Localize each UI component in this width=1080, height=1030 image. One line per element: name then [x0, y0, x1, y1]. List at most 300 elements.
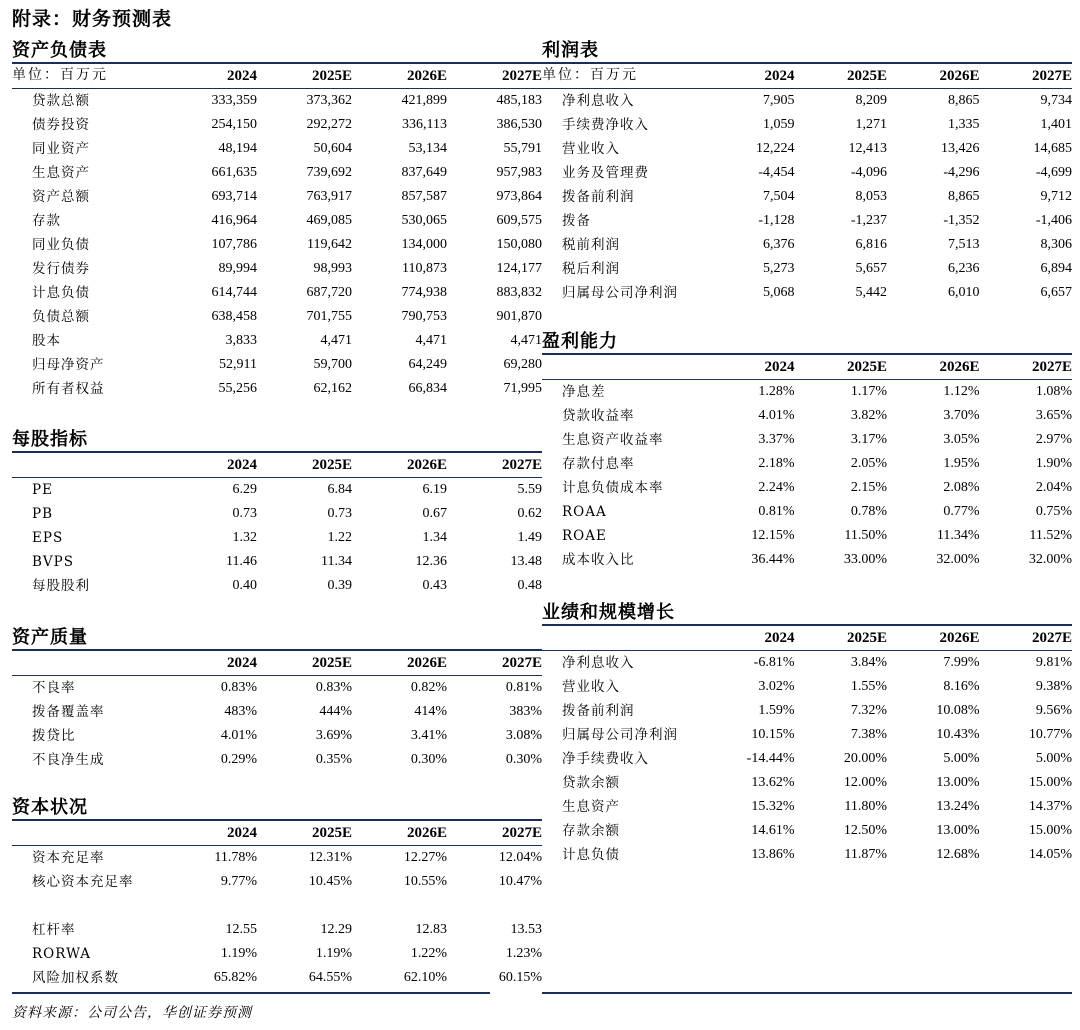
value-cell: 1.55%: [850, 679, 887, 694]
value-cell: 5,442: [855, 285, 887, 300]
table-row: [542, 476, 1072, 500]
value-cell: 66,834: [408, 381, 447, 396]
row-label: 归属母公司净利润: [562, 285, 678, 301]
value-cell: 1.90%: [1035, 456, 1072, 471]
table-row: [542, 819, 1072, 843]
value-cell: 6,657: [1040, 285, 1072, 300]
value-cell: 1.28%: [758, 384, 795, 399]
year-header: 2024: [227, 68, 257, 84]
value-cell: 12.31%: [308, 850, 352, 865]
value-cell: 6.29: [232, 482, 257, 497]
year-header: 2027E: [501, 457, 542, 473]
value-cell: 9,712: [1040, 189, 1072, 204]
value-cell: 0.30%: [410, 752, 447, 767]
value-cell: 59,700: [313, 357, 352, 372]
row-label: ROAE: [562, 528, 607, 544]
row-label: 贷款总额: [32, 93, 90, 109]
header-row: [12, 453, 542, 478]
section-title: 每股指标: [12, 429, 542, 453]
value-cell: 5.00%: [1035, 751, 1072, 766]
value-cell: 1.34: [422, 530, 447, 545]
table-row: [542, 675, 1072, 699]
value-cell: 2.18%: [758, 456, 795, 471]
table-row: [12, 550, 542, 574]
value-cell: 4,471: [510, 333, 542, 348]
row-label: ROAA: [562, 504, 607, 520]
table-row: [12, 161, 542, 185]
row-label: 股本: [32, 333, 61, 349]
value-cell: 7,513: [948, 237, 980, 252]
value-cell: -1,406: [1035, 213, 1072, 228]
value-cell: 5.59: [517, 482, 542, 497]
growth-section: [542, 602, 1072, 867]
value-cell: 0.81%: [505, 680, 542, 695]
value-cell: 1.08%: [1035, 384, 1072, 399]
table-row: [12, 478, 542, 503]
table-row: [542, 281, 1072, 305]
value-cell: 3.69%: [315, 728, 352, 743]
table-row: [542, 404, 1072, 428]
table-row: [12, 209, 542, 233]
table-row: [542, 89, 1072, 114]
value-cell: 6,894: [1040, 261, 1072, 276]
row-label: 生息资产: [32, 165, 90, 181]
value-cell: 124,177: [496, 261, 542, 276]
table-row: [542, 209, 1072, 233]
value-cell: 0.75%: [1035, 504, 1072, 519]
value-cell: 6.19: [422, 482, 447, 497]
value-cell: 693,714: [211, 189, 257, 204]
year-header: 2024: [227, 655, 257, 671]
value-cell: 0.62: [517, 506, 542, 521]
table-row: [542, 747, 1072, 771]
year-header: 2027E: [501, 68, 542, 84]
year-header: 2024: [227, 457, 257, 473]
row-label: 负债总额: [32, 309, 90, 325]
table-row: [12, 676, 542, 701]
year-header: 2027E: [1031, 630, 1072, 646]
row-label: PE: [32, 482, 53, 498]
profitability-section: [542, 331, 1072, 572]
value-cell: 48,194: [218, 141, 257, 156]
value-cell: 444%: [319, 704, 352, 719]
value-cell: 530,065: [401, 213, 447, 228]
table-row: [12, 89, 542, 114]
header-row: [542, 355, 1072, 380]
year-header: 2027E: [1031, 359, 1072, 375]
year-header: 2024: [227, 825, 257, 841]
right-bottom-rule: [542, 992, 1072, 994]
value-cell: 9.38%: [1035, 679, 1072, 694]
value-cell: 0.48: [517, 578, 542, 593]
value-cell: 0.67: [422, 506, 447, 521]
value-cell: 901,870: [496, 309, 542, 324]
value-cell: 0.73: [232, 506, 257, 521]
value-cell: 60.15%: [498, 970, 542, 985]
value-cell: 857,587: [401, 189, 447, 204]
table-row: [12, 870, 542, 894]
value-cell: 3.84%: [850, 655, 887, 670]
value-cell: 7,504: [763, 189, 795, 204]
unit-label: [12, 651, 162, 676]
value-cell: 150,080: [496, 237, 542, 252]
value-cell: 12.04%: [498, 850, 542, 865]
income-section: [542, 40, 1072, 305]
value-cell: 8.16%: [943, 679, 980, 694]
table-row: [542, 500, 1072, 524]
header-row: [542, 626, 1072, 651]
value-cell: 1.32: [232, 530, 257, 545]
table-row: [542, 452, 1072, 476]
value-cell: 1.49: [517, 530, 542, 545]
year-header: 2026E: [939, 68, 980, 84]
value-cell: 12.27%: [403, 850, 447, 865]
table-row: [12, 724, 542, 748]
row-label: 手续费净收入: [562, 117, 649, 133]
header-row: [12, 821, 542, 846]
value-cell: 1.12%: [943, 384, 980, 399]
value-cell: 2.05%: [850, 456, 887, 471]
value-cell: 20.00%: [843, 751, 887, 766]
row-label: 净手续费收入: [562, 751, 649, 767]
value-cell: 2.15%: [850, 480, 887, 495]
header-row: [12, 651, 542, 676]
value-cell: 3.08%: [505, 728, 542, 743]
capital-table: [12, 821, 542, 990]
value-cell: 12,224: [756, 141, 795, 156]
value-cell: 973,864: [496, 189, 542, 204]
value-cell: 9,734: [1040, 93, 1072, 108]
value-cell: 609,575: [496, 213, 542, 228]
year-header: 2025E: [846, 359, 887, 375]
left-bottom-rule: [12, 992, 490, 994]
value-cell: -1,128: [758, 213, 795, 228]
value-cell: 957,983: [496, 165, 542, 180]
value-cell: 33.00%: [843, 552, 887, 567]
table-row: [542, 651, 1072, 676]
value-cell: 119,642: [307, 237, 352, 252]
row-label: 核心资本充足率: [32, 874, 134, 890]
value-cell: 7.38%: [850, 727, 887, 742]
value-cell: 254,150: [211, 117, 257, 132]
table-row: [12, 966, 542, 990]
value-cell: 1.59%: [758, 703, 795, 718]
value-cell: 383%: [509, 704, 542, 719]
value-cell: 469,085: [306, 213, 352, 228]
value-cell: -14.44%: [746, 751, 795, 766]
row-label: 成本收入比: [562, 552, 635, 568]
value-cell: 0.43: [422, 578, 447, 593]
row-label: 归属母公司净利润: [562, 727, 678, 743]
value-cell: 10.47%: [498, 874, 542, 889]
row-label: 净利息收入: [562, 655, 635, 671]
value-cell: -4,699: [1035, 165, 1072, 180]
value-cell: 0.78%: [850, 504, 887, 519]
value-cell: 107,786: [211, 237, 257, 252]
value-cell: 386,530: [496, 117, 542, 132]
table-row: [542, 699, 1072, 723]
value-cell: 3,833: [225, 333, 257, 348]
table-row: [12, 574, 542, 598]
asset-quality-table: [12, 651, 542, 772]
row-label: 税后利润: [562, 261, 620, 277]
balance-sheet-section: [12, 40, 542, 401]
value-cell: 3.41%: [410, 728, 447, 743]
value-cell: 14.05%: [1028, 847, 1072, 862]
row-label: 所有者权益: [32, 381, 105, 397]
value-cell: 5,657: [855, 261, 887, 276]
year-header: 2025E: [846, 630, 887, 646]
row-label: 资产总额: [32, 189, 90, 205]
value-cell: 414%: [414, 704, 447, 719]
unit-label: 单位：百万元: [12, 68, 108, 83]
value-cell: 10.55%: [403, 874, 447, 889]
section-title: 业绩和规模增长: [542, 602, 1072, 626]
year-header: 2024: [764, 359, 795, 375]
value-cell: 89,994: [218, 261, 257, 276]
section-title: 资本状况: [12, 797, 542, 821]
value-cell: 6,816: [855, 237, 887, 252]
section-title: 资产质量: [12, 627, 542, 651]
value-cell: 11.52%: [1029, 528, 1072, 543]
row-label: 存款: [32, 213, 61, 229]
table-row: [542, 771, 1072, 795]
table-row: [542, 428, 1072, 452]
value-cell: 53,134: [408, 141, 447, 156]
year-header: 2026E: [939, 630, 980, 646]
capital-section: [12, 797, 542, 990]
row-label: 归母净资产: [32, 357, 105, 373]
value-cell: 1.95%: [943, 456, 980, 471]
income-table: [542, 64, 1072, 305]
value-cell: 8,053: [855, 189, 887, 204]
value-cell: 1.22: [327, 530, 352, 545]
row-label: 生息资产收益率: [562, 432, 664, 448]
value-cell: 15.32%: [751, 799, 795, 814]
value-cell: 12.15%: [751, 528, 795, 543]
value-cell: 13.00%: [936, 775, 980, 790]
table-row: [542, 161, 1072, 185]
value-cell: 64.55%: [308, 970, 352, 985]
section-title: 利润表: [542, 40, 1072, 64]
value-cell: 8,865: [948, 93, 980, 108]
row-label: 营业收入: [562, 679, 620, 695]
value-cell: 12.36: [415, 554, 447, 569]
value-cell: 7.99%: [943, 655, 980, 670]
per-share-section: [12, 429, 542, 598]
table-row: [12, 377, 542, 401]
table-row: [12, 748, 542, 772]
row-label: 发行债券: [32, 261, 90, 277]
value-cell: 5,273: [763, 261, 795, 276]
value-cell: 0.83%: [315, 680, 352, 695]
value-cell: 13.48: [510, 554, 542, 569]
table-row: [542, 233, 1072, 257]
value-cell: 6,236: [948, 261, 980, 276]
profitability-table: [542, 355, 1072, 572]
table-row: [12, 526, 542, 550]
value-cell: 3.02%: [758, 679, 795, 694]
value-cell: 11.78%: [214, 850, 257, 865]
value-cell: 687,720: [306, 285, 352, 300]
value-cell: 62.10%: [403, 970, 447, 985]
row-label: 贷款余额: [562, 775, 620, 791]
value-cell: 1.17%: [850, 384, 887, 399]
table-row: [542, 380, 1072, 405]
value-cell: 1.23%: [505, 946, 542, 961]
row-label: 资本充足率: [32, 850, 105, 866]
row-label: BVPS: [32, 554, 75, 570]
value-cell: 1.19%: [220, 946, 257, 961]
row-label: 拨备覆盖率: [32, 704, 105, 720]
page-title: 附录：财务预测表: [12, 8, 173, 30]
row-label: 计息负债: [562, 847, 620, 863]
table-row: [12, 700, 542, 724]
unit-label: [12, 821, 162, 846]
value-cell: 32.00%: [1028, 552, 1072, 567]
row-label: 杠杆率: [32, 922, 76, 938]
section-title: 盈利能力: [542, 331, 1072, 355]
value-cell: 1.19%: [315, 946, 352, 961]
row-label: PB: [32, 506, 54, 522]
value-cell: 8,306: [1040, 237, 1072, 252]
value-cell: 13.00%: [936, 823, 980, 838]
row-label: 存款付息率: [562, 456, 635, 472]
value-cell: 71,995: [503, 381, 542, 396]
value-cell: 12.29: [320, 922, 352, 937]
table-row: [12, 257, 542, 281]
table-row: [542, 524, 1072, 548]
row-label: EPS: [32, 530, 64, 546]
value-cell: 13.24%: [936, 799, 980, 814]
table-row: [12, 846, 542, 871]
year-header: 2026E: [406, 457, 447, 473]
value-cell: 416,964: [211, 213, 257, 228]
value-cell: 3.37%: [758, 432, 795, 447]
growth-table: [542, 626, 1072, 867]
value-cell: -6.81%: [753, 655, 795, 670]
value-cell: 790,753: [401, 309, 447, 324]
value-cell: 0.83%: [220, 680, 257, 695]
table-row: [542, 548, 1072, 572]
row-label: 拨备前利润: [562, 189, 635, 205]
row-label: 债券投资: [32, 117, 90, 133]
row-label: 业务及管理费: [562, 165, 649, 181]
year-header: 2025E: [311, 457, 352, 473]
value-cell: 15.00%: [1028, 823, 1072, 838]
value-cell: 9.77%: [220, 874, 257, 889]
value-cell: 0.35%: [315, 752, 352, 767]
spacer-cell: [12, 894, 542, 918]
table-row: [542, 137, 1072, 161]
value-cell: -4,096: [850, 165, 887, 180]
value-cell: 2.04%: [1035, 480, 1072, 495]
header-row: [542, 64, 1072, 89]
source-note: 资料来源：公司公告，华创证券预测: [12, 1005, 252, 1021]
value-cell: 292,272: [306, 117, 352, 132]
row-label: 拨备: [562, 213, 591, 229]
value-cell: 32.00%: [936, 552, 980, 567]
value-cell: 333,359: [211, 93, 257, 108]
value-cell: 14.37%: [1028, 799, 1072, 814]
value-cell: 12.00%: [843, 775, 887, 790]
row-label: 同业负债: [32, 237, 90, 253]
value-cell: 10.45%: [308, 874, 352, 889]
value-cell: 69,280: [503, 357, 542, 372]
row-label: 计息负债成本率: [562, 480, 664, 496]
value-cell: 485,183: [496, 93, 542, 108]
asset-quality-section: [12, 627, 542, 772]
row-label: 拨备前利润: [562, 703, 635, 719]
row-label: 同业资产: [32, 141, 90, 157]
header-row: [12, 64, 542, 89]
value-cell: 13.86%: [751, 847, 795, 862]
value-cell: 134,000: [401, 237, 447, 252]
row-label: 净利息收入: [562, 93, 635, 109]
value-cell: 4.01%: [220, 728, 257, 743]
value-cell: 65.82%: [213, 970, 257, 985]
row-label: 净息差: [562, 384, 606, 400]
value-cell: 1.22%: [410, 946, 447, 961]
row-label: 风险加权系数: [32, 970, 119, 986]
value-cell: 12,413: [848, 141, 887, 156]
year-header: 2025E: [311, 68, 352, 84]
table-row: [542, 257, 1072, 281]
year-header: 2026E: [406, 655, 447, 671]
value-cell: 638,458: [211, 309, 257, 324]
value-cell: 3.65%: [1035, 408, 1072, 423]
value-cell: 11.50%: [844, 528, 887, 543]
value-cell: 11.34%: [936, 528, 980, 543]
row-label: 计息负债: [32, 285, 90, 301]
value-cell: 12.50%: [843, 823, 887, 838]
unit-label: [12, 453, 162, 478]
value-cell: -1,237: [850, 213, 887, 228]
value-cell: 52,911: [219, 357, 257, 372]
spacer-row: [12, 894, 542, 918]
value-cell: 10.15%: [751, 727, 795, 742]
value-cell: 8,865: [948, 189, 980, 204]
value-cell: 7.32%: [850, 703, 887, 718]
row-label: 税前利润: [562, 237, 620, 253]
value-cell: 11.34: [321, 554, 352, 569]
value-cell: 0.30%: [505, 752, 542, 767]
row-label: 存款余额: [562, 823, 620, 839]
year-header: 2026E: [406, 68, 447, 84]
value-cell: 4,471: [415, 333, 447, 348]
table-row: [542, 113, 1072, 137]
value-cell: -1,352: [943, 213, 980, 228]
balance-sheet-table: [12, 64, 542, 401]
value-cell: 3.82%: [850, 408, 887, 423]
per-share-table: [12, 453, 542, 598]
value-cell: 0.39: [327, 578, 352, 593]
value-cell: 12.55: [225, 922, 257, 937]
table-row: [12, 918, 542, 942]
value-cell: 1,059: [763, 117, 795, 132]
value-cell: 661,635: [211, 165, 257, 180]
table-row: [12, 305, 542, 329]
value-cell: 9.56%: [1035, 703, 1072, 718]
value-cell: 6,376: [763, 237, 795, 252]
value-cell: 3.70%: [943, 408, 980, 423]
value-cell: 36.44%: [751, 552, 795, 567]
table-row: [542, 843, 1072, 867]
table-row: [12, 185, 542, 209]
value-cell: 763,917: [306, 189, 352, 204]
row-label: 营业收入: [562, 141, 620, 157]
value-cell: 15.00%: [1028, 775, 1072, 790]
